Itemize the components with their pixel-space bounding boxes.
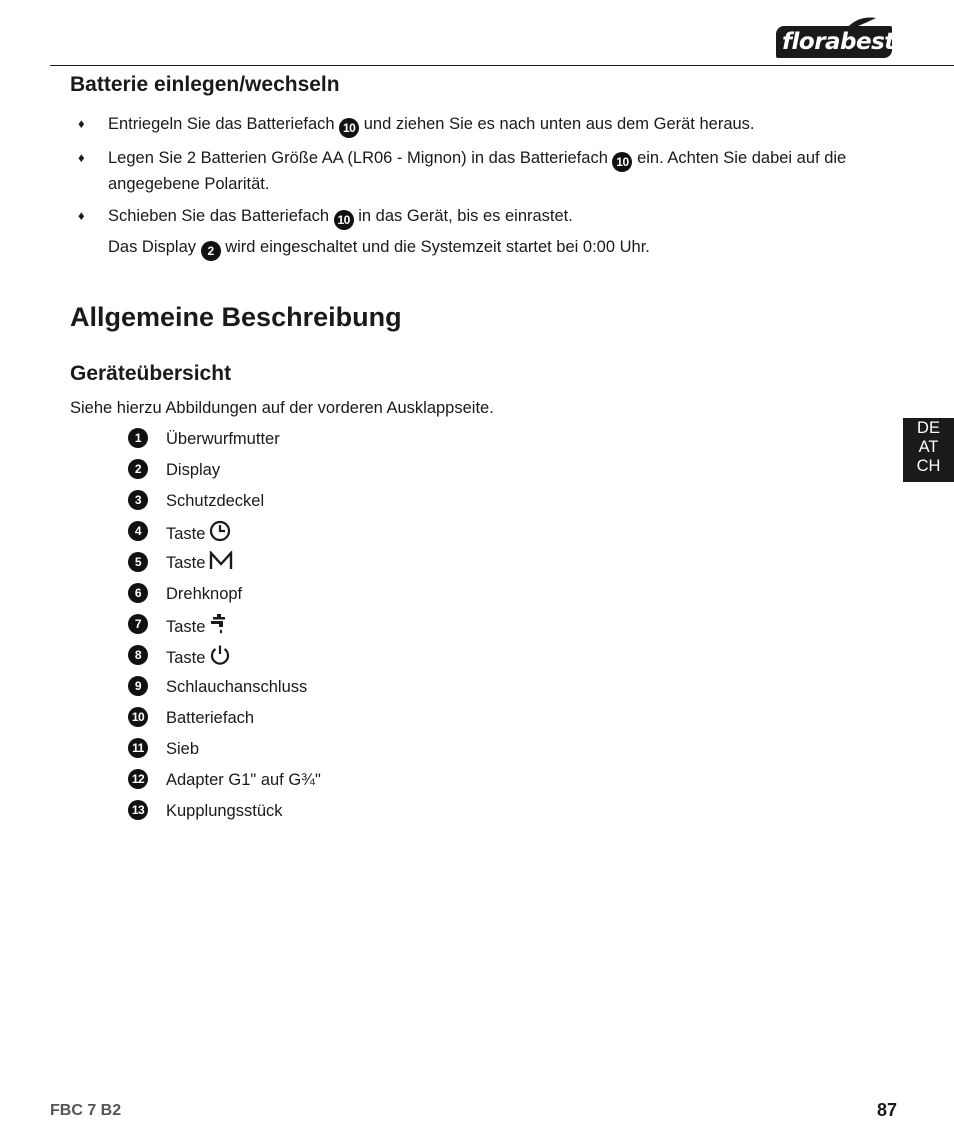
bullet-text: in das Gerät, bis es einrastet. [358,207,573,225]
part-number: 1 [128,428,148,448]
header-rule [50,65,954,66]
parts-list [128,427,528,827]
m-icon [209,551,233,571]
part-label: Kupplungsstück [166,802,283,820]
part-label: Taste [166,649,206,667]
part-label: Taste [166,525,206,543]
overview-heading: Geräteübersicht [70,362,232,385]
florabest-logo [776,16,894,60]
part-label: Sieb [166,740,200,758]
bullet-marker: ♦ [78,208,85,223]
note-text: Das Display [108,238,197,256]
bullet-text: Entriegeln Sie das Batteriefach [108,115,335,133]
reference-number: 10 [334,210,354,230]
part-label: Adapter G1" auf G¾" [166,771,321,789]
list-item [128,489,528,513]
note-text: wird eingeschaltet und die Systemzeit startet bei 0:00 Uhr. [225,238,650,256]
part-number: 10 [128,707,148,727]
logo-text: florabest [782,29,895,55]
list-item [128,768,528,792]
overview-intro: Siehe hierzu Abbildungen auf der vorderen Ausklappseite. [70,399,494,417]
part-number: 9 [128,676,148,696]
language-code: CH [916,457,941,475]
battery-note [70,235,890,263]
list-item [128,582,528,606]
part-label: Taste [166,618,206,636]
general-description-heading: Allgemeine Beschreibung [70,302,402,332]
language-tab [903,418,954,482]
part-label: Batteriefach [166,709,255,727]
part-number: 8 [128,645,148,665]
bullet-marker: ♦ [78,150,85,165]
battery-heading: Batterie einlegen/wechseln [70,73,340,96]
list-item [128,520,528,544]
part-number: 12 [128,769,148,789]
part-label: Display [166,461,221,479]
part-label: Überwurfmutter [166,430,280,448]
part-label: Schlauchanschluss [166,678,308,696]
list-item [128,675,528,699]
part-number: 11 [128,738,148,758]
part-number: 6 [128,583,148,603]
bullet-marker: ♦ [78,116,85,131]
list-item [128,613,528,637]
part-number: 13 [128,800,148,820]
bullet-item [70,146,890,198]
list-item [128,427,528,451]
bullet-item [70,204,890,232]
language-code: AT [918,438,939,456]
list-item [128,644,528,668]
bullet-text: und ziehen Sie es nach unten aus dem Gerät heraus. [363,115,755,133]
list-item [128,551,528,575]
clock-icon [209,520,231,542]
list-item [128,737,528,761]
part-label: Schutzdeckel [166,492,265,510]
list-item [128,458,528,482]
bullet-text: Schieben Sie das Batteriefach [108,207,330,225]
bullet-text: ein. Achten Sie dabei auf die angegebene Polarität. [108,149,847,193]
reference-number: 2 [201,241,221,261]
language-code: DE [917,419,940,437]
power-icon [209,644,231,666]
faucet-icon [209,613,229,635]
part-label: Drehknopf [166,585,243,603]
bullet-item [70,112,890,140]
reference-number: 10 [339,118,359,138]
list-item [128,706,528,730]
model-number: FBC 7 B2 [50,1102,122,1119]
part-number: 5 [128,552,148,572]
part-number: 3 [128,490,148,510]
part-number: 4 [128,521,148,541]
list-item [128,799,528,823]
part-number: 2 [128,459,148,479]
reference-number: 10 [612,152,632,172]
page-number: 87 [877,1100,898,1120]
part-number: 7 [128,614,148,634]
part-label: Taste [166,554,206,572]
bullet-text: Legen Sie 2 Batterien Größe AA (LR06 - Mignon) in das Batteriefach [108,149,608,167]
